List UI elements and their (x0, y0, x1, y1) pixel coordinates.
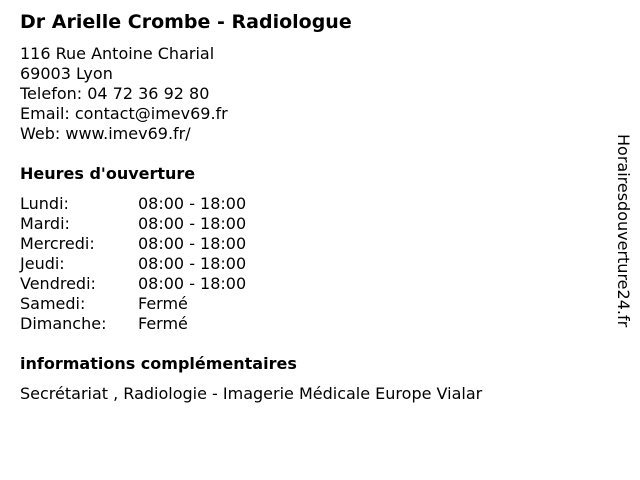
email-address[interactable]: Email: contact@imev69.fr (20, 104, 228, 123)
hours-row (20, 294, 600, 314)
hours-row (20, 194, 600, 214)
hours-time: Fermé (138, 294, 188, 313)
hours-day: Lundi: (20, 194, 69, 213)
hours-row (20, 314, 600, 334)
site-watermark: Horairesdouverture24.fr (614, 134, 633, 328)
page-title: Dr Arielle Crombe - Radiologue (20, 11, 352, 33)
address-block (20, 44, 600, 144)
hours-time: 08:00 - 18:00 (138, 214, 247, 233)
additional-info-heading: informations complémentaires (20, 354, 297, 373)
opening-hours-heading: Heures d'ouverture (20, 164, 196, 183)
phone-number[interactable]: Telefon: 04 72 36 92 80 (20, 84, 210, 103)
hours-row (20, 274, 600, 294)
hours-day: Vendredi: (20, 274, 96, 293)
hours-time: 08:00 - 18:00 (138, 194, 247, 213)
hours-day: Jeudi: (20, 254, 65, 273)
hours-day: Dimanche: (20, 314, 107, 333)
hours-day: Mercredi: (20, 234, 95, 253)
address-street: 116 Rue Antoine Charial (20, 44, 215, 63)
hours-day: Mardi: (20, 214, 70, 233)
hours-day: Samedi: (20, 294, 86, 313)
hours-time: 08:00 - 18:00 (138, 274, 247, 293)
opening-hours-table (20, 194, 600, 334)
hours-row (20, 234, 600, 254)
hours-time: 08:00 - 18:00 (138, 254, 247, 273)
hours-row (20, 254, 600, 274)
practice-card (20, 10, 600, 404)
website-link[interactable]: Web: www.imev69.fr/ (20, 124, 191, 143)
address-city: 69003 Lyon (20, 64, 113, 83)
hours-row (20, 214, 600, 234)
hours-time: Fermé (138, 314, 188, 333)
additional-info-text: Secrétariat , Radiologie - Imagerie Médicale Europe Vialar (20, 384, 483, 403)
hours-time: 08:00 - 18:00 (138, 234, 247, 253)
